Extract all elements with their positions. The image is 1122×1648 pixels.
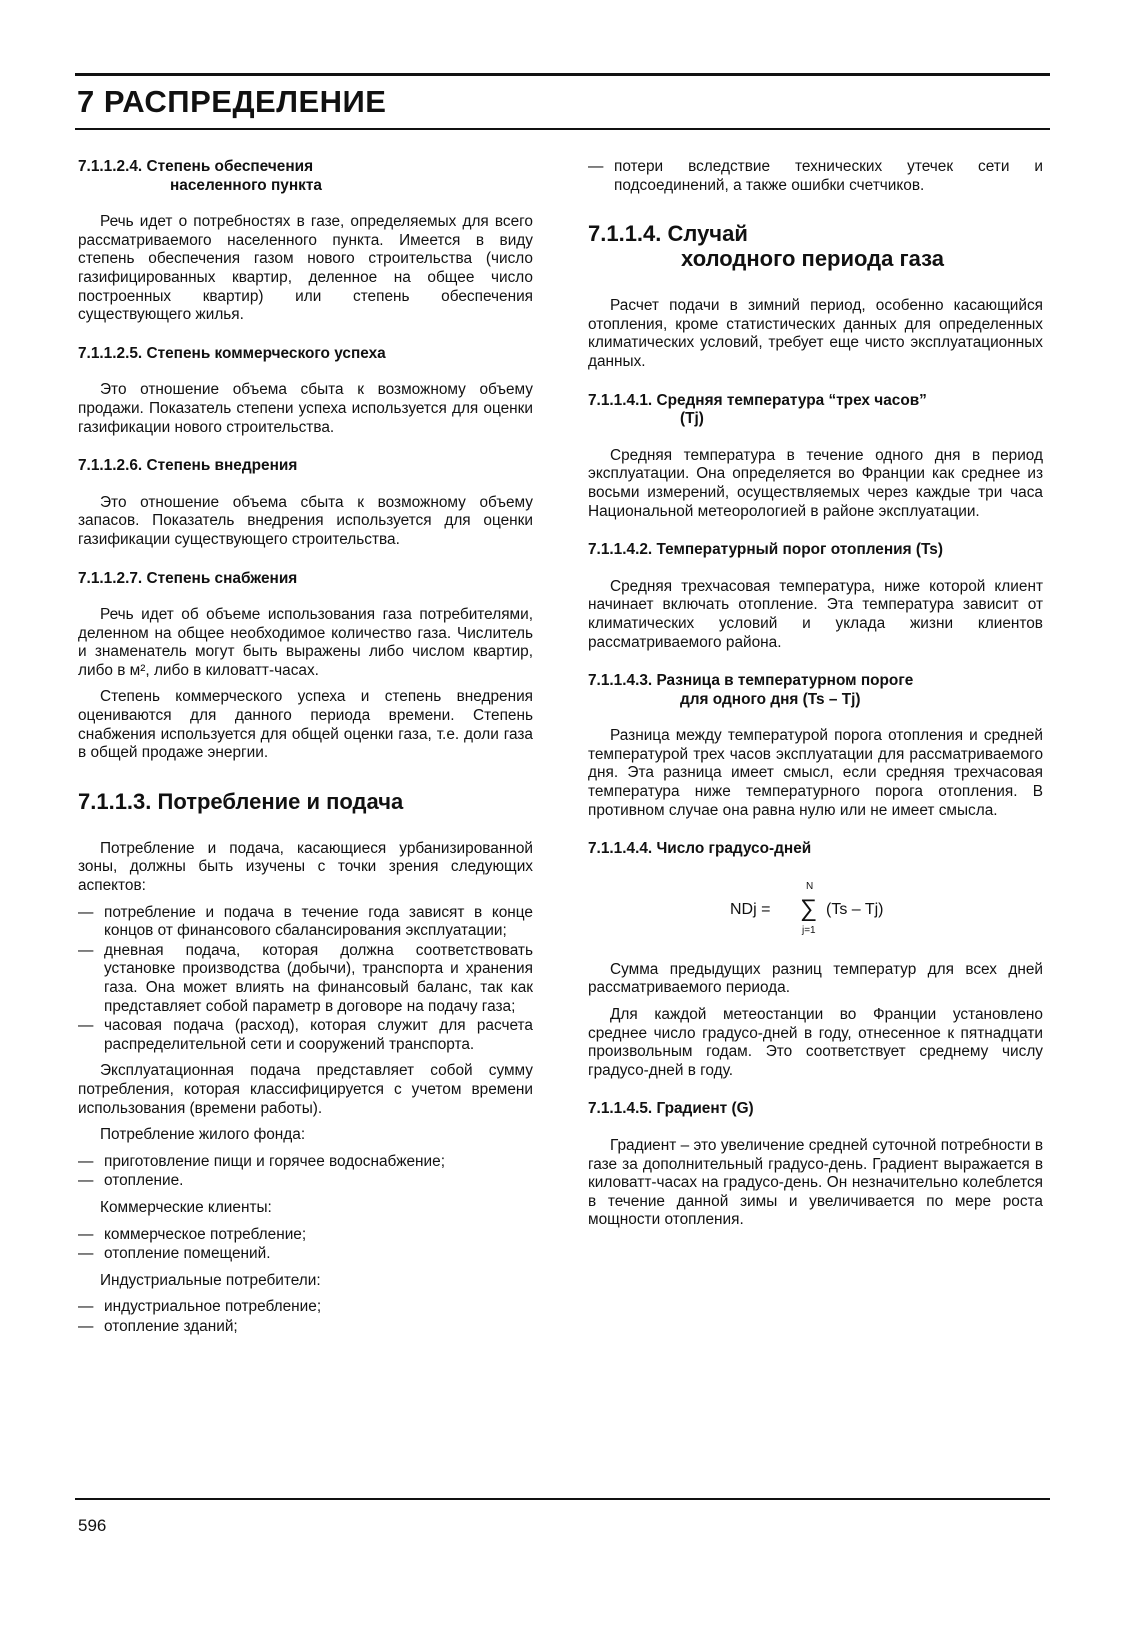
paragraph: Градиент – это увеличение средней суточной потребности в газе за дополнительный градусо-день. Градиент выражается в киловатт-часах на градусо-день. Он незначительно колеблется в течение данной зимы и увеличивается по мере роста мощности отопления.: [588, 1137, 1043, 1229]
sum-symbol: ∑: [800, 894, 818, 922]
list-item: — потребление и подача в течение года зависят в конце концов от финансового сбалансирования эксплуатации;: [78, 904, 533, 941]
paragraph: Степень коммерческого успеха и степень внедрения оцениваются для данного периода времени. Степень снабжения используется для общей оценки газа, т.е. доли газа в общей продаже энергии.: [78, 688, 533, 762]
section-7-1-1-4-1-title: [588, 392, 1043, 429]
section-7-1-1-4-2-title: 7.1.1.4.2. Температурный порог отопления (Ts): [588, 541, 943, 559]
residential-list: [78, 1153, 533, 1191]
section-7-1-1-2-5-title: 7.1.1.2.5. Степень коммерческого успеха: [78, 344, 386, 362]
paragraph: Средняя трехчасовая температура, ниже которой клиент начинает включать отопление. Эта температура зависит от климатических условий и уклада жизни клиентов рассматриваемого района.: [588, 577, 1043, 651]
section-7-1-1-4-4-title: 7.1.1.4.4. Число градусо-дней: [588, 840, 812, 858]
paragraph: Разница между температурой порога отопления и средней температурой трех часов эксплуатации для рассматриваемого дня. Эта разница имеет смысл, если средняя трехчасовая температура ниже температурного порога отопления. В противном случае она равна нулю или не имеет смысла.: [588, 727, 1043, 819]
list-item: — потери вследствие технических утечек сети и подсоединений, а также ошибки счетчиков.: [588, 158, 1043, 195]
header-rule: [75, 128, 1050, 130]
footer-rule: [75, 1498, 1050, 1500]
section-7-1-1-3-title: 7.1.1.3. Потребление и подача: [78, 788, 404, 814]
list-item: — отопление помещений.: [78, 1245, 533, 1264]
formula-lower-limit: j=1: [802, 924, 816, 936]
degree-days-formula: [730, 881, 1043, 939]
list-item: — коммерческое потребление;: [78, 1226, 533, 1245]
list-item: — дневная подача, которая должна соответствовать установке производства (добычи), транспорта и хранения газа. Она может влиять на финансовый баланс, так как представляет собой параметр в договоре на подачу газа;: [78, 942, 533, 1016]
formula-lhs: NDj =: [730, 900, 771, 918]
right-column: [588, 158, 1043, 1238]
section-7-1-1-2-7-title: 7.1.1.2.7. Степень снабжения: [78, 569, 298, 587]
list-label: Индустриальные потребители:: [100, 1271, 321, 1289]
paragraph: Эксплуатационная подача представляет собой сумму потребления, которая классифицируется с учетом времени использования (времени работы).: [78, 1062, 533, 1117]
formula-upper-limit: N: [806, 880, 814, 892]
paragraph: Потребление и подача, касающиеся урбанизированной зоны, должны быть изучены с точки зрения следующих аспектов:: [78, 839, 533, 895]
list-item: — приготовление пищи и горячее водоснабжение;: [78, 1153, 533, 1172]
section-title-line: 7.1.1.2.4. Степень обеспечения: [78, 158, 314, 175]
top-rule: [75, 73, 1050, 76]
section-title-line: для одного дня (Ts – Tj): [680, 690, 861, 708]
section-7-1-1-4-title: [588, 221, 1043, 271]
formula-rhs: (Ts – Tj): [826, 900, 884, 918]
list-label: Коммерческие клиенты:: [100, 1198, 272, 1216]
aspects-list: [78, 904, 533, 1055]
paragraph: Расчет подачи в зимний период, особенно касающийся отопления, кроме статистических данных для определенных климатических условий, требует еще чисто эксплуатационных данных.: [588, 297, 1043, 370]
chapter-title: 7 РАСПРЕДЕЛЕНИЕ: [77, 84, 387, 119]
section-title-line: 7.1.1.4.1. Средняя температура “трех часов”: [588, 391, 927, 409]
list-item: — отопление зданий;: [78, 1318, 533, 1337]
section-title-line: холодного периода газа: [681, 246, 945, 272]
section-title-line: 7.1.1.4. Случай: [588, 221, 748, 247]
paragraph: Это отношение объема сбыта к возможному объему запасов. Показатель внедрения используется для оценки газификации существующего строительства.: [78, 493, 533, 548]
section-7-1-1-2-4-title: [78, 158, 533, 195]
list-item: — часовая подача (расход), которая служит для расчета распределительной сети и сооружений транспорта.: [78, 1017, 533, 1054]
list-item: — отопление.: [78, 1172, 533, 1191]
section-title-line: 7.1.1.4.3. Разница в температурном пороге: [588, 672, 914, 690]
paragraph: Сумма предыдущих разниц температур для всех дней рассматриваемого периода.: [588, 960, 1043, 997]
industrial-list: [78, 1298, 533, 1336]
section-title-line: (Tj): [680, 410, 704, 428]
continued-list: [588, 158, 1043, 195]
list-label: Потребление жилого фонда:: [100, 1126, 306, 1144]
section-7-1-1-2-6-title: 7.1.1.2.6. Степень внедрения: [78, 457, 298, 475]
paragraph: Речь идет о потребностях в газе, определяемых для всего рассматриваемого населенного пункта. Имеется в виду степень обеспечения газом нового строительства (число газифицированных квартир, деленное на общее число построенных квартир) или степень обеспечения существующего жилья.: [78, 213, 533, 324]
commercial-list: [78, 1226, 533, 1264]
paragraph: Это отношение объема сбыта к возможному объему продажи. Показатель степени успеха используется для оценки газификации нового строительства.: [78, 381, 533, 436]
paragraph: Средняя температура в течение одного дня в период эксплуатации. Она определяется во Франции как среднее из восьми измерений, осуществляемых через каждые три часа Национальной метеорологией в районе эксплуатации.: [588, 446, 1043, 520]
page-number: 596: [78, 1516, 107, 1535]
section-7-1-1-4-3-title: [588, 672, 1043, 709]
list-item: — индустриальное потребление;: [78, 1298, 533, 1317]
section-title-line: населенного пункта: [170, 176, 322, 194]
section-7-1-1-4-5-title: 7.1.1.4.5. Градиент (G): [588, 1100, 754, 1118]
paragraph: Речь идет об объеме использования газа потребителями, деленном на общее необходимое количество газа. Числитель и знаменатель могут быть выражены либо числом квартир, либо в м², либо в киловатт-часах.: [78, 606, 533, 679]
left-column: [78, 158, 533, 1345]
paragraph: Для каждой метеостанции во Франции установлено среднее число градусо-дней в году, отнесенное к пятнадцати произвольным годам. Это соответствует среднему числу градусо-дней в году.: [588, 1006, 1043, 1079]
